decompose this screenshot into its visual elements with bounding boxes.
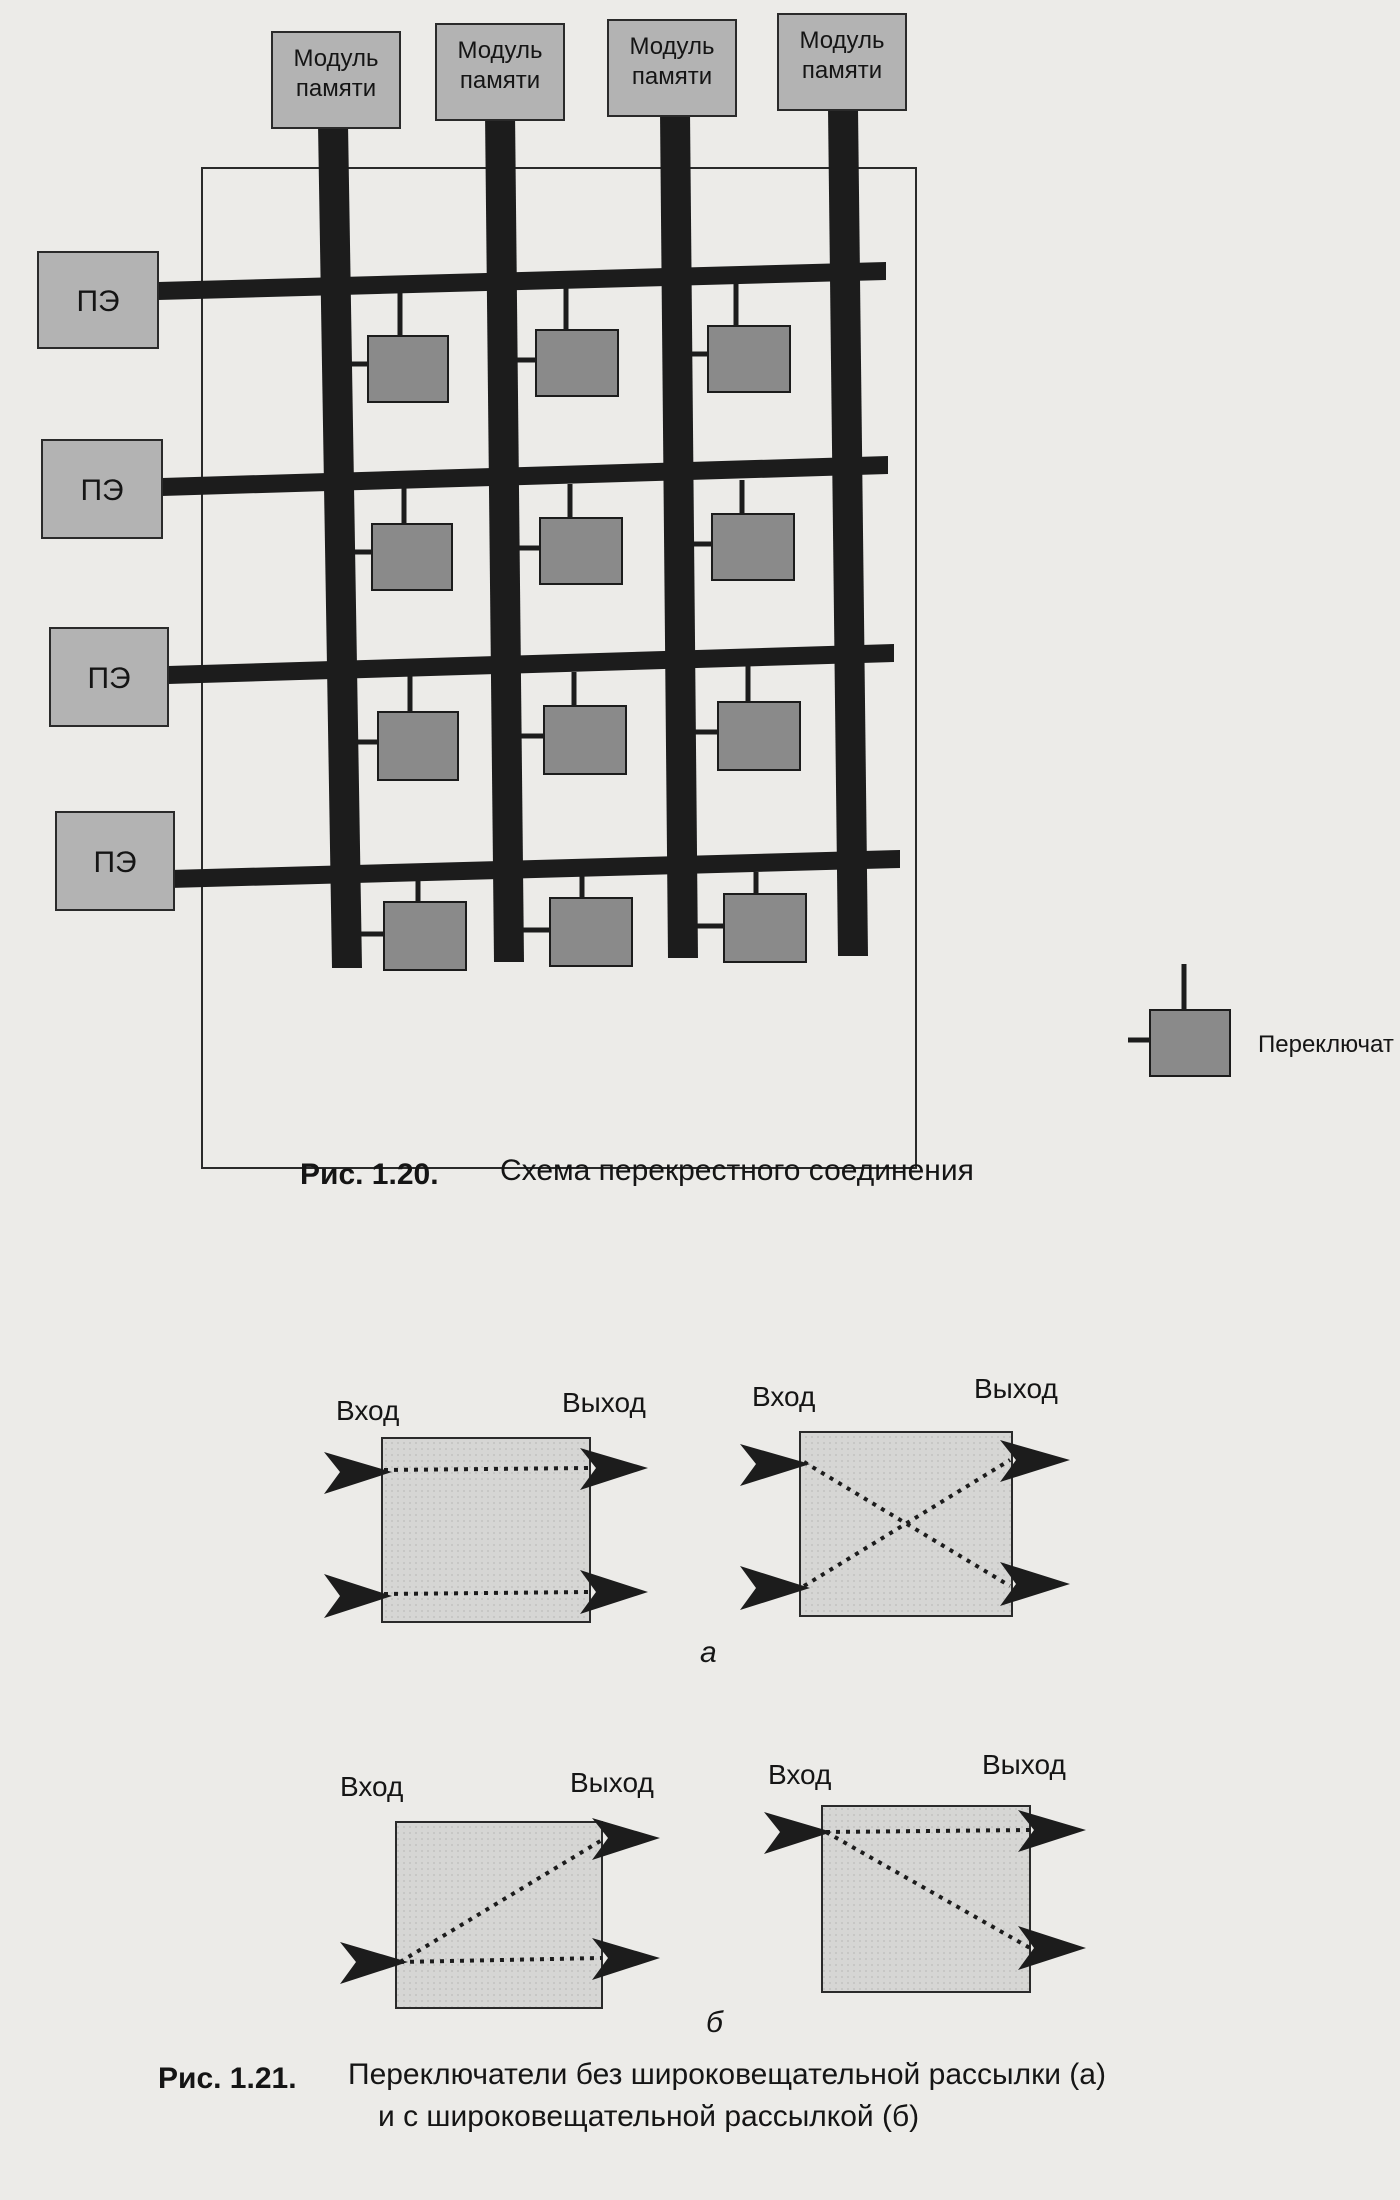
crosspoint-switch [688, 666, 800, 770]
memory-module-line2: памяти [459, 67, 541, 94]
crosspoint-switch [510, 286, 618, 396]
processing-element-label: ПЭ [80, 474, 124, 507]
figure-1-20-caption [300, 1154, 974, 1191]
processing-element [50, 628, 168, 726]
crosspoint-switch [682, 282, 790, 392]
row-bus-2 [162, 456, 888, 496]
crosspoint-switch [512, 484, 622, 584]
crosspoint-switch [348, 676, 458, 780]
switch-output-label: Выход [974, 1373, 1058, 1404]
switch-output-label: Выход [982, 1749, 1066, 1780]
processing-element [42, 440, 162, 538]
switch-output-label: Выход [562, 1387, 646, 1418]
switch-broadcast-down [340, 1767, 660, 2008]
figure-1-20-caption-text: Схема перекрестного соединения [500, 1154, 974, 1187]
memory-module-line1: Модуль [799, 27, 885, 54]
crosspoint-switch [686, 480, 794, 580]
column-bus-2 [485, 112, 524, 962]
figure-1-21-caption-line2: и с широковещательной рассылкой (б) [378, 2100, 920, 2133]
switch-output-label: Выход [570, 1767, 654, 1798]
sublabel-a: а [700, 1636, 717, 1669]
figure-1-20-caption-number: Рис. 1.20. [300, 1158, 439, 1191]
figure-1-21-caption [158, 2058, 1106, 2133]
memory-module-line1: Модуль [629, 33, 715, 60]
switch-input-label: Вход [340, 1771, 404, 1802]
sublabel-b: б [706, 2006, 723, 2039]
memory-module-line2: памяти [295, 75, 377, 102]
column-bus-4 [828, 108, 868, 956]
memory-modules [272, 14, 906, 128]
switch-input-label: Вход [752, 1381, 816, 1412]
memory-module [608, 20, 736, 116]
crosspoint-switch [356, 878, 466, 970]
switch-box [800, 1432, 1012, 1616]
row-bus-4 [170, 850, 900, 888]
switch-box [396, 1822, 602, 2008]
switch-legend [1128, 964, 1394, 1076]
row-bus-1 [158, 262, 886, 300]
processing-element [56, 812, 174, 910]
switch-straight [324, 1387, 648, 1622]
figure-1-21-caption-line1: Переключатели без широковещательной рассылки (а) [348, 2058, 1106, 2091]
switch-broadcast-up [764, 1749, 1086, 1992]
switch-input-label: Вход [768, 1759, 832, 1790]
crosspoint-switch [518, 876, 632, 966]
switch-box [822, 1806, 1030, 1992]
memory-module [436, 24, 564, 120]
processing-element-label: ПЭ [76, 285, 120, 318]
memory-module-line1: Модуль [457, 37, 543, 64]
memory-module-line1: Модуль [293, 45, 379, 72]
crosspoint-switch [342, 290, 448, 402]
switch-input-label: Вход [336, 1395, 400, 1426]
switch-cross [740, 1373, 1070, 1616]
switch-legend-label: Переключат [1258, 1031, 1394, 1058]
column-bus-1 [318, 124, 362, 968]
crosspoint-switch [514, 672, 626, 774]
processing-element-label: ПЭ [93, 846, 137, 879]
column-bus-3 [660, 112, 698, 958]
memory-module [272, 32, 400, 128]
crossbar-diagram [38, 14, 1394, 1168]
memory-module [778, 14, 906, 110]
crosspoint-switch [344, 488, 452, 590]
memory-module-line2: памяти [801, 57, 883, 84]
switch-variants [324, 1373, 1086, 2039]
figure-1-21-caption-number: Рис. 1.21. [158, 2062, 297, 2095]
crosspoint-switch [692, 872, 806, 962]
row-bus-3 [168, 644, 894, 684]
processing-elements [38, 252, 174, 910]
processing-element [38, 252, 158, 348]
memory-module-line2: памяти [631, 63, 713, 90]
processing-element-label: ПЭ [87, 662, 131, 695]
